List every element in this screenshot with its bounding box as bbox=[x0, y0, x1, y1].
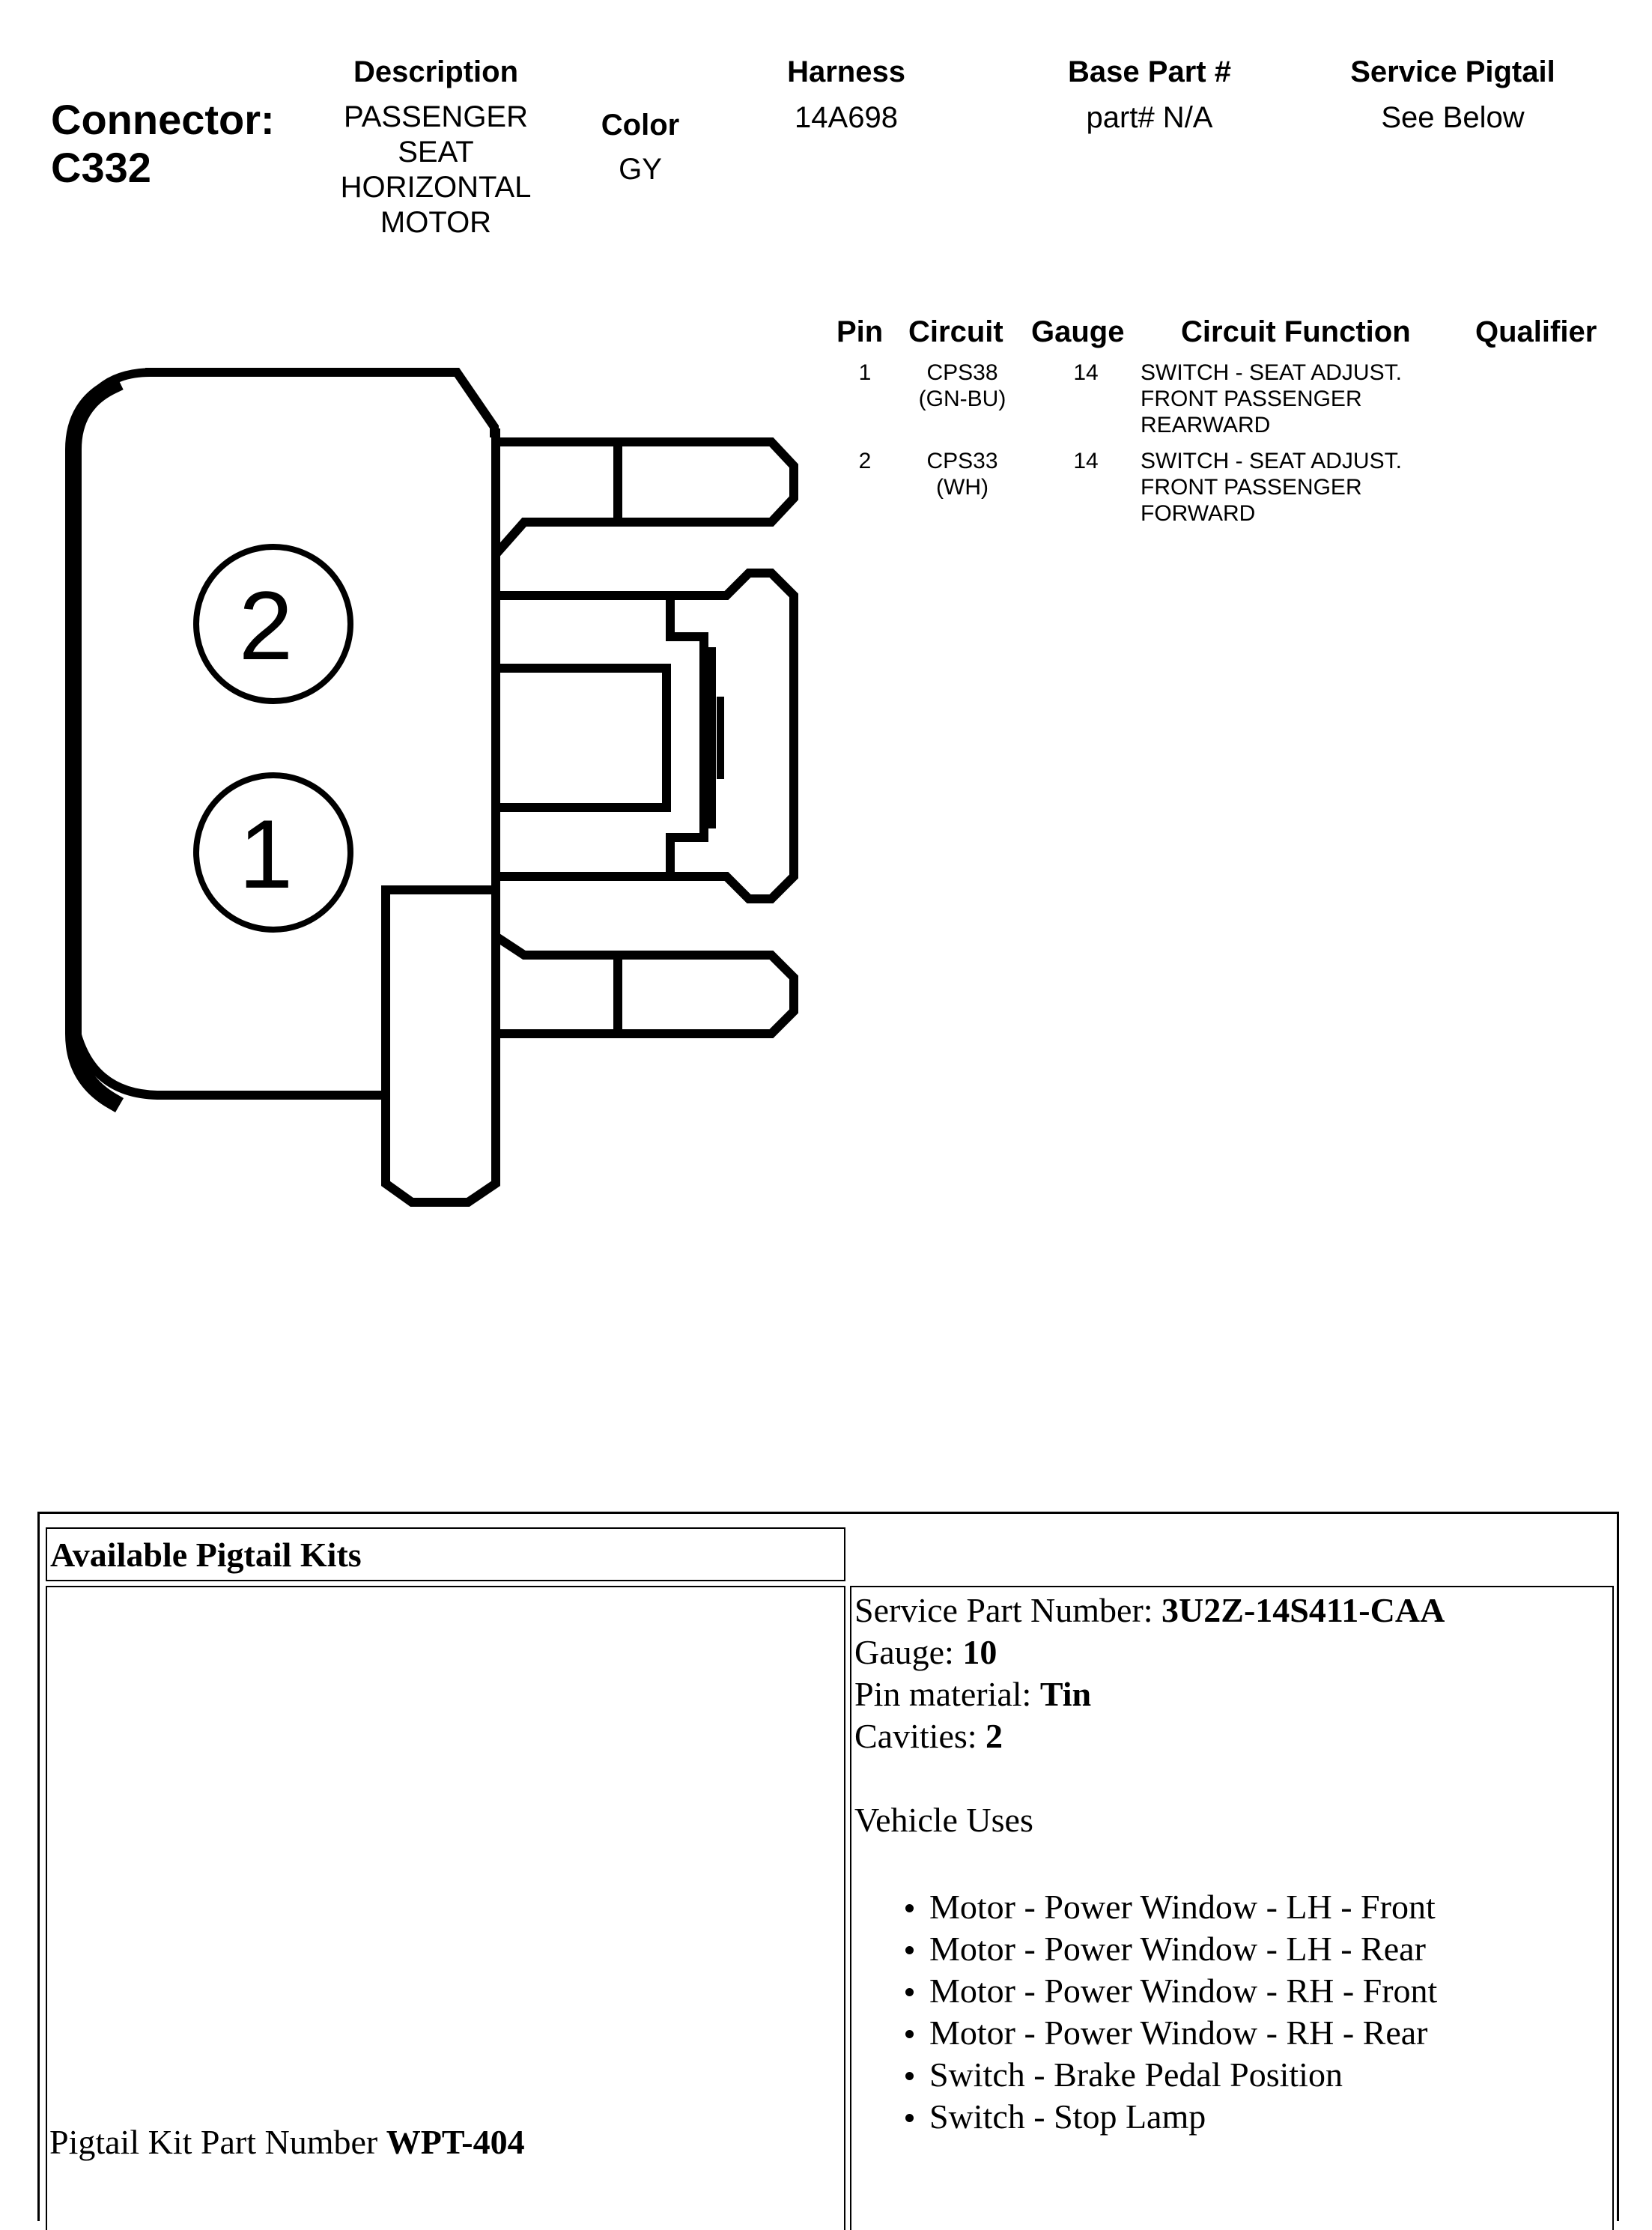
circuit-color: (WH) bbox=[936, 475, 989, 500]
function-line: FORWARD bbox=[1141, 501, 1256, 526]
function-cell bbox=[1141, 448, 1402, 527]
function-line: REARWARD bbox=[1141, 413, 1271, 437]
description-line: PASSENGER bbox=[344, 100, 528, 133]
service-pigtail-header: Service Pigtail bbox=[1350, 55, 1555, 88]
pin-label-2: 2 bbox=[238, 571, 294, 680]
service-part-number-line bbox=[854, 1590, 1603, 1631]
base-part-header: Base Part # bbox=[1068, 55, 1231, 88]
harness-header: Harness bbox=[787, 55, 905, 88]
circuit-color: (GN-BU) bbox=[918, 387, 1006, 411]
col-pin: Pin bbox=[836, 315, 884, 348]
description-header: Description bbox=[353, 55, 519, 88]
lower-latch bbox=[496, 890, 794, 1034]
vehicle-uses-list bbox=[892, 1886, 1603, 2138]
cavities-label: Cavities: bbox=[854, 1717, 986, 1755]
cavities-line bbox=[854, 1715, 1603, 1757]
description-line: SEAT bbox=[398, 136, 474, 169]
vehicle-use-item: Switch - Brake Pedal Position bbox=[892, 2054, 1603, 2096]
connector-body bbox=[75, 372, 496, 1202]
col-circuit-function: Circuit Function bbox=[1181, 315, 1411, 348]
vehicle-use-item: Motor - Power Window - LH - Rear bbox=[892, 1928, 1603, 1970]
circuit-code: CPS33 bbox=[926, 449, 998, 473]
pigtail-kit-part-label: Pigtail Kit Part Number bbox=[49, 2123, 386, 2161]
color-header: Color bbox=[601, 109, 680, 142]
gauge-label: Gauge: bbox=[854, 1633, 963, 1671]
function-line: SWITCH - SEAT ADJUST. bbox=[1141, 449, 1402, 473]
col-gauge: Gauge bbox=[1031, 315, 1125, 348]
circuit-cell bbox=[895, 448, 1030, 500]
service-pigtail-value: See Below bbox=[1381, 101, 1525, 134]
circuit-code: CPS38 bbox=[926, 360, 998, 385]
base-part-value: part# N/A bbox=[1086, 101, 1213, 134]
vehicle-use-item: Motor - Power Window - RH - Rear bbox=[892, 2012, 1603, 2054]
col-qualifier: Qualifier bbox=[1475, 315, 1597, 348]
connector-id: C332 bbox=[51, 144, 151, 191]
vehicle-use-item: Motor - Power Window - LH - Front bbox=[892, 1886, 1603, 1928]
pin-material-value: Tin bbox=[1039, 1675, 1092, 1713]
pin-material-line bbox=[854, 1673, 1603, 1715]
pin-cell: 2 bbox=[858, 449, 872, 473]
function-line: FRONT PASSENGER bbox=[1141, 387, 1362, 411]
service-part-number-label: Service Part Number: bbox=[854, 1591, 1162, 1629]
pigtail-kit-part bbox=[49, 2121, 525, 2163]
gauge-cell: 14 bbox=[1073, 449, 1099, 473]
col-circuit: Circuit bbox=[908, 315, 1003, 348]
center-tab bbox=[496, 596, 704, 876]
center-tab-inner bbox=[496, 668, 666, 808]
description-line: HORIZONTAL bbox=[340, 171, 532, 204]
pin-cell: 1 bbox=[858, 360, 872, 385]
function-cell bbox=[1141, 360, 1402, 438]
vehicle-use-item: Motor - Power Window - RH - Front bbox=[892, 1970, 1603, 2012]
service-part-number: 3U2Z-14S411-CAA bbox=[1161, 1591, 1445, 1629]
pigtail-kits-title: Available Pigtail Kits bbox=[50, 1536, 362, 1574]
connector-face-diagram bbox=[0, 0, 831, 1228]
cavities-value: 2 bbox=[986, 1717, 1003, 1755]
pigtail-kits-title-cell bbox=[46, 1527, 845, 1581]
vehicle-use-item: Switch - Stop Lamp bbox=[892, 2096, 1603, 2138]
connector-label: Connector: bbox=[51, 96, 275, 143]
pin-material-label: Pin material: bbox=[854, 1675, 1040, 1713]
pigtail-kit-part-number: WPT-404 bbox=[386, 2123, 525, 2161]
gauge-cell: 14 bbox=[1073, 360, 1099, 385]
function-line: FRONT PASSENGER bbox=[1141, 475, 1362, 500]
pin-label-1: 1 bbox=[238, 799, 294, 909]
vehicle-uses-label: Vehicle Uses bbox=[854, 1801, 1033, 1839]
color-value: GY bbox=[619, 153, 662, 186]
center-lock bbox=[670, 573, 794, 899]
description-line: MOTOR bbox=[380, 206, 492, 239]
service-part-details bbox=[854, 1590, 1603, 2138]
gauge-value: 10 bbox=[962, 1633, 997, 1671]
connector-left-edge bbox=[73, 386, 112, 1101]
function-line: SWITCH - SEAT ADJUST. bbox=[1141, 360, 1402, 385]
gauge-line bbox=[854, 1631, 1603, 1673]
circuit-cell bbox=[895, 360, 1030, 412]
harness-value: 14A698 bbox=[795, 101, 898, 134]
